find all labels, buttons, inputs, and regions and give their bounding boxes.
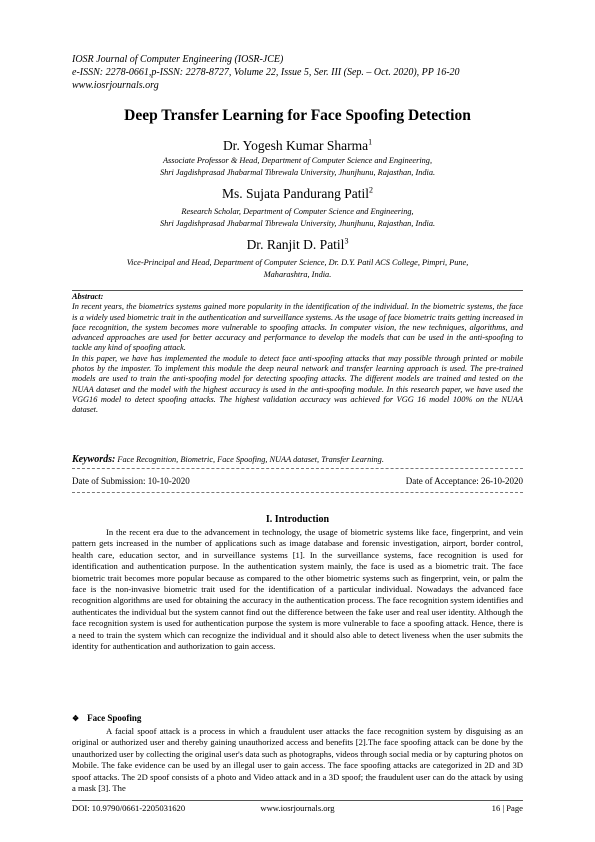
keywords-text: Face Recognition, Biometric, Face Spoofing, NUAA dataset, Transfer Learning.	[117, 455, 384, 464]
journal-website[interactable]: www.iosrjournals.org	[72, 80, 159, 91]
keywords	[72, 454, 523, 465]
abstract-label: Abstract:	[72, 292, 104, 301]
author-2-name: Ms. Sujata Pandurang Patil$^2$	[222, 185, 373, 201]
dates-row	[72, 476, 523, 486]
journal-name: IOSR Journal of Computer Engineering (IOSR-JCE)	[72, 54, 284, 65]
face-spoofing-body	[72, 726, 523, 794]
subsection-heading-face-spoofing: ❖ Face Spoofing	[72, 713, 142, 723]
dates-top-rule	[72, 468, 523, 469]
paper-title: Deep Transfer Learning for Face Spoofing Detection	[124, 107, 471, 124]
footer-doi: DOI: 10.9790/0661-2205031620	[72, 803, 186, 813]
author-3-affiliation: Vice-Principal and Head, Department of Computer Science, Dr. D.Y. Patil ACS College, Pimpri, Pune, Maharashtra, India.	[126, 258, 469, 279]
footer-page-number: 16 | Page	[491, 803, 523, 813]
introduction-paragraph-1: In the recent era due to the advancement in technology, the usage of biometric systems like face, fingerprint, and vein pattern gets increased in the number of applications such as image database and forensic investigation, airport, border control, health care, education sector, and in surveillance systems [1]. In the surveillance systems, face recognition is used for identification and authentication purpose. In the authentication system mainly, the face is used as a biometric trait. The face biometric trait becomes more popular because as compared to the other biometric systems such as fingerprint, vein, or palm the face is the non-invasive biometric trait used for the identification of a particular individual. Nowadays the advanced face recognition algorithms are used for obtaining the accuracy in the authentication process. The face recognition system identifies and authenticates the individual but the system cannot find out the difference between the fake user and real user identity. Although the face recognition system is used for authentication purpose the system is more vulnerable to face a spoofing attack. Hence, there is a need to train the system which can recognize the individual and it should also able to detect liveness when the user submits the identity for authentication and authorization to gain access.	[72, 527, 523, 652]
submission-date: Date of Submission: 10-10-2020	[72, 476, 190, 486]
face-spoofing-paragraph-1: A facial spoof attack is a process in which a fraudulent user attacks the face recognition system by disguising as an original or authorized user and thereby gaining unauthorized access and benefits [2].The face spoofing attack can be done by the unauthorized user by collecting the original user's data such as photographs, videos through social media or by capturing photos on Mobile. The fake evidence can be used by an illegal user to gain access. The face spoofing attacks are categorized in 2D and 3D spoof attacks. The 2D spoof consists of a photo and Video attack and in a 3D spoof; the fraudulent user can do the attack by using a mask [3]. The	[72, 726, 523, 794]
dates-bottom-rule	[72, 492, 523, 493]
abstract-paragraph-1: In recent years, the biometrics systems gained more popularity in the identification of the individual. In the biometric systems, the face is a widely used biometric trait in the authentication and surveillance systems. As the usage of face biometric traits getting increased in face recognition, the system becomes more vulnerable to spoofing attacks. In computer vision, the new techniques, algorithms, and advanced approaches are used for better accuracy and performance to develop the models that can be used in the anti-spoofing to tackle any kind of spoofing attack.	[72, 302, 523, 353]
section-heading-introduction: I. Introduction	[265, 514, 330, 525]
author-2-affiliation: Research Scholar, Department of Computer Science and Engineering, Shri Jagdishprasad Jhabarmal Tibrewala University, Jhunjhunu, Rajasthan, India.	[159, 207, 436, 228]
author-1-name: Dr. Yogesh Kumar Sharma$^1$	[222, 137, 373, 153]
footer	[72, 803, 523, 813]
acceptance-date: Date of Acceptance: 26-10-2020	[405, 476, 523, 486]
issn-line: e-ISSN: 2278-0661,p-ISSN: 2278-8727, Volume 22, Issue 5, Ser. III (Sep. – Oct. 2020), PP 16-20	[72, 67, 460, 78]
author-3-name: Dr. Ranjit D. Patil$^3$	[246, 236, 349, 252]
keywords-label: Keywords:	[72, 454, 116, 465]
diamond-bullet-icon: ❖	[72, 714, 80, 723]
author-1-affiliation: Associate Professor & Head, Department of Computer Science and Engineering, Shri Jagdishprasad Jhabarmal Tibrewala University, Jhunjhunu, Rajasthan, India.	[159, 156, 436, 177]
abstract-top-rule	[72, 290, 523, 291]
introduction-body	[72, 527, 523, 652]
footer-website[interactable]: www.iosrjournals.org	[260, 803, 335, 813]
footer-rule	[72, 800, 523, 801]
abstract-paragraph-2: In this paper, we have has implemented the module to detect face anti-spoofing attacks that may possible through printed or mobile photos by the imposter. To implement this module the deep neural network and transfer learning approach is used. The pre-trained models are used to train the anti-spoofing model for detecting spoofing attacks. The different models are trained and tested on the NUAA dataset and the model with the highest accuracy is used in the anti-spoofing module. In this research paper, we have used the VGG16 model to detect spoofing attacks. The highest validation accuracy was achieved for VGG 16 model 100% on the NUAA dataset.	[72, 353, 523, 415]
abstract	[72, 292, 523, 416]
